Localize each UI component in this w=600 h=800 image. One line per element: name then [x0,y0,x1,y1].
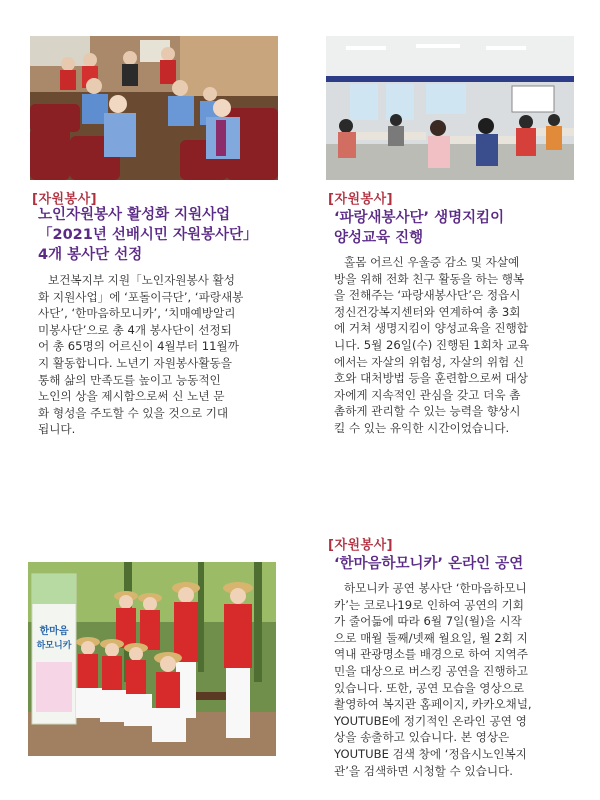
article-2-category-tag: [자원봉사] [328,192,394,207]
banner-text-2: 하모니카 [36,641,72,651]
article-3-title [334,554,523,574]
classroom-training-photo [326,36,574,180]
article-3-title-line: ‘한마음하모니카’ 온라인 공연 [334,556,524,572]
article-1-body-line: 지 활동합니다. 노년기 자원봉사활동을 [38,355,232,370]
article-2-title-line: ‘파랑새봉사단’ 생명지킴이 [334,210,505,226]
article-2-body-line: 에서는 자살의 위험성, 자살의 위험 신 [334,354,525,369]
article-3-body [334,580,580,779]
article-2-body-line: 자에게 지속적인 관심을 갖고 더욱 촘 [334,387,521,402]
article-3-body-line: 으로 매월 둘째/넷째 월요일, 월 2회 지 [334,630,528,645]
article-1-body-line: 노인의 상을 제시함으로써 신 노년 문 [38,389,225,404]
article-2-body-line: 방을 위해 전화 친구 활동을 하는 행복 [334,271,525,286]
article-1-title [38,205,258,265]
article-1-title-line: 「2021년 선배시민 자원봉사단」 [38,227,258,243]
article-3-body-line: 하모니카 공연 봉사단 ‘한마음하모니 [344,581,527,595]
article-2-body-line: 을 전해주는 ‘파랑새봉사단’은 정읍시 [334,288,521,303]
article-2-body-line: 에 거쳐 생명지킴이 양성교육을 진행합 [334,321,528,336]
article-1-body-line: 통해 삶의 만족도를 높이고 능동적인 [38,372,221,387]
article-2-title [334,208,504,248]
article-1-body-line: 어 총 65명의 어르신이 4월부터 11월까 [38,339,239,354]
article-3-body-line: 상을 송출하고 있습니다. 본 영상은 [334,730,510,745]
article-1-body-line: 화 지원사업」에 ‘포돌이극단’, ‘파랑새봉 [38,289,244,304]
article-1-body [38,272,280,438]
article-3-body-line: 관’을 검색하면 시청할 수 있습니다. [334,763,513,778]
article-3-body-line: 민을 대상으로 버스킹 공연을 진행하고 [334,663,528,678]
article-3-body-line: YOUTUBE 검색 창에 ‘정읍시노인복지 [334,746,527,761]
article-3-body-line: 가 줄어듦에 따라 6월 7일(월)을 시작 [334,614,522,629]
harmonica-group-photo [28,562,276,756]
article-3-body-line: 있습니다. 또한, 공연 모습을 영상으로 [334,680,525,695]
banner-text-1: 한마음 [39,626,69,637]
article-3-body-line: 역내 관광명소를 배경으로 하여 지역주 [334,647,528,662]
article-2-body [334,254,578,437]
article-1-body-line: 사단’, ‘한마음하모니카’, ‘치매예방알리 [38,306,236,321]
article-2-body-line: 정신건강복지센터와 연계하여 총 3회 [334,304,521,319]
article-2-body-line: 니다. 5월 26일(수) 진행된 1회차 교육 [334,337,530,352]
article-2-body-line: 홀몸 어르신 우울증 감소 및 자살예 [344,255,520,269]
article-2-title-line: 양성교육 진행 [334,230,424,246]
article-2-body-line: 촘하게 관리할 수 있는 능력을 향상시 [334,404,521,419]
article-3-body-line: 촬영하여 복지관 홈페이지, 카카오채널, [334,697,532,712]
article-2-body-line: 킬 수 있는 유익한 시간이었습니다. [334,420,510,435]
volunteer-auditorium-photo [30,36,278,180]
article-1-body-line: 됩니다. [38,422,76,437]
article-3-body-line: 카’는 코로나19로 인하여 공연의 기회 [334,597,524,612]
article-3-category-tag: [자원봉사] [328,538,394,553]
article-1-body-line: 보건복지부 지원「노인자원봉사 활성 [48,273,235,287]
article-1-body-line: 화 형성을 주도할 수 있을 것으로 기대 [38,405,229,420]
article-2-body-line: 호와 대처방법 등을 훈련함으로써 대상 [334,371,528,386]
article-1-title-line: 4개 봉사단 선정 [38,247,143,263]
article-1-title-line: 노인자원봉사 활성화 지원사업 [38,207,231,223]
article-3-body-line: YOUTUBE에 정기적인 온라인 공연 영 [334,713,527,728]
article-1-category-tag: [자원봉사] [32,192,98,207]
article-1-body-line: 미봉사단’으로 총 4개 봉사단이 선정되 [38,322,232,337]
